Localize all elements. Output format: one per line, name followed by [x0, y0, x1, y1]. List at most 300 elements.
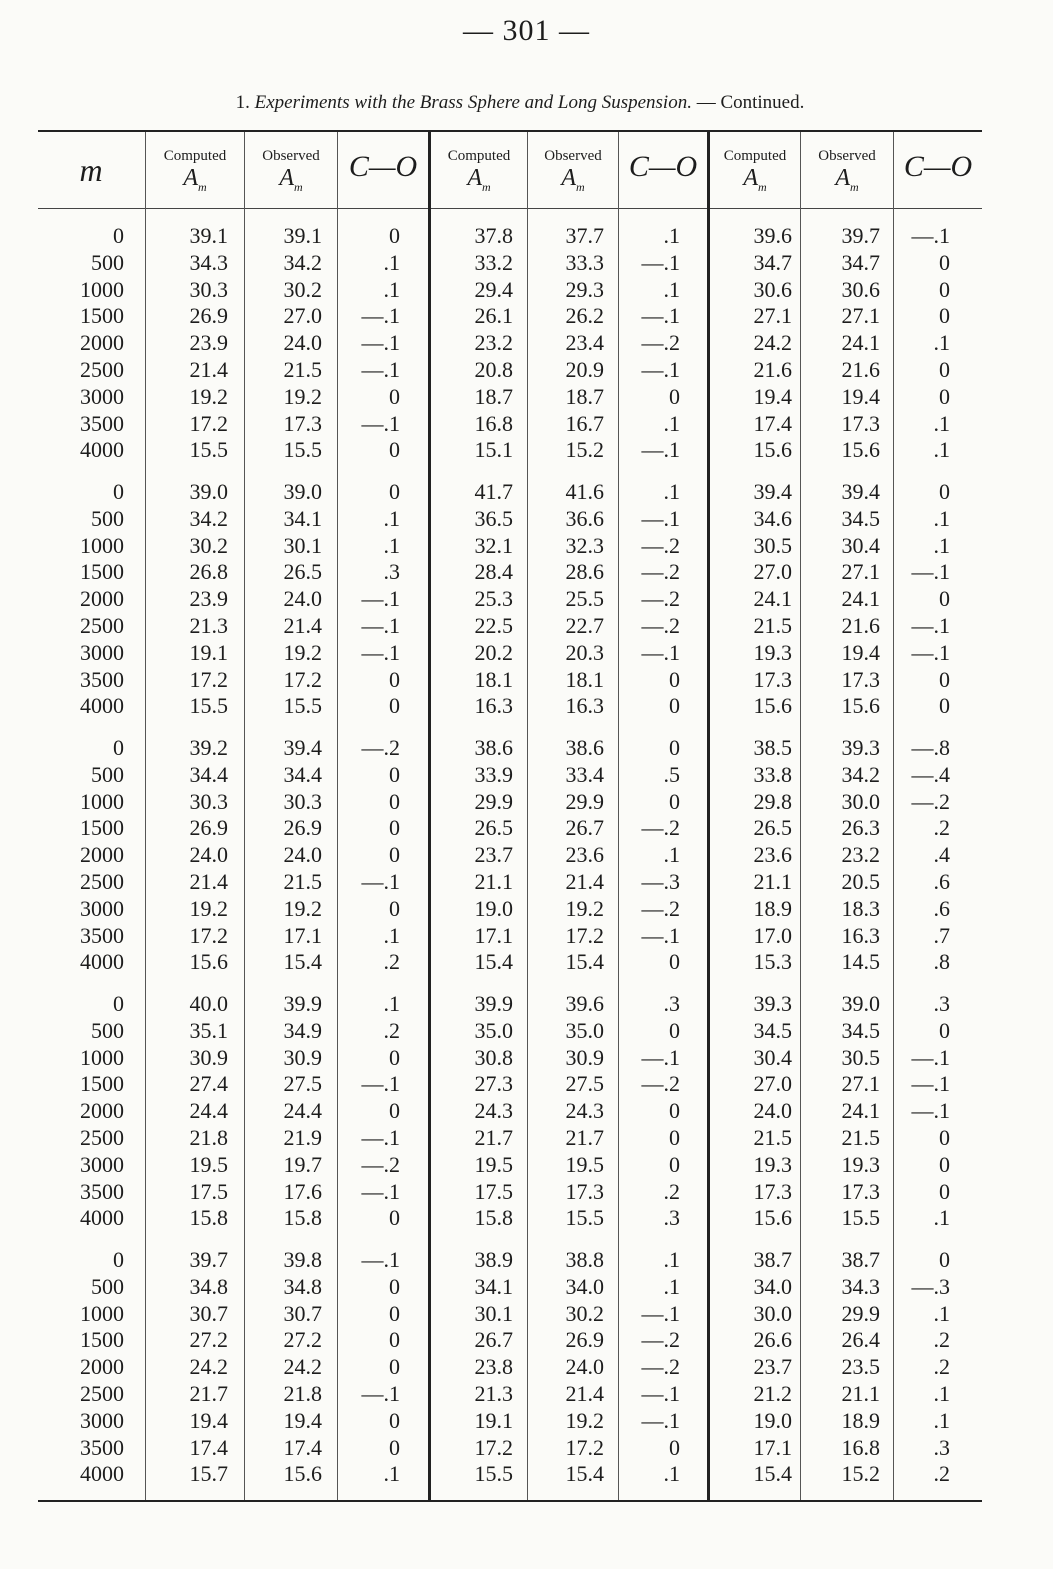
computed-value: 30.6 [753, 276, 792, 302]
observed-value: 37.7 [565, 223, 604, 248]
m-value: 2500 [80, 357, 124, 382]
c-minus-o-value: .2 [383, 949, 400, 975]
computed-value: 30.3 [189, 788, 228, 814]
table-body [38, 222, 982, 1502]
table-row [38, 356, 982, 383]
observed-value: 30.3 [283, 788, 322, 814]
header-co-2: C—O [628, 150, 698, 183]
computed-value: 17.2 [189, 666, 228, 692]
computed-value: 34.8 [189, 1273, 228, 1299]
computed-value: 19.0 [474, 895, 513, 921]
observed-value: 39.4 [841, 479, 880, 504]
m-value: 1500 [80, 303, 124, 329]
page-number: — 301 — [463, 14, 590, 47]
m-value: 3000 [80, 895, 124, 921]
c-minus-o-value: .2 [383, 1017, 400, 1043]
observed-value: 24.1 [841, 1098, 880, 1124]
c-minus-o-value: —.1 [641, 639, 680, 665]
table-row [38, 249, 982, 276]
c-minus-o-value: 0 [939, 1017, 950, 1043]
c-minus-o-value: 0 [939, 666, 950, 692]
computed-value: 39.7 [189, 1247, 228, 1272]
observed-value: 39.4 [283, 735, 322, 760]
m-value: 2000 [80, 330, 124, 356]
c-minus-o-value: .2 [933, 1461, 950, 1487]
c-minus-o-value: 0 [939, 1151, 950, 1177]
computed-value: 19.3 [753, 1151, 792, 1177]
observed-value: 30.4 [841, 532, 880, 558]
computed-value: 24.1 [753, 586, 792, 612]
c-minus-o-value: —.2 [641, 1354, 680, 1380]
table-row [38, 761, 982, 788]
computed-value: 19.3 [753, 639, 792, 665]
m-value: 2000 [80, 1354, 124, 1380]
c-minus-o-value: —.1 [911, 1071, 950, 1097]
observed-value: 19.2 [283, 895, 322, 921]
c-minus-o-value: .1 [663, 276, 680, 302]
caption-title: Experiments with the Brass Sphere and Long Suspension. [254, 92, 692, 113]
c-minus-o-value: —.1 [361, 1125, 400, 1150]
c-minus-o-value: 0 [669, 735, 680, 760]
computed-value: 21.2 [753, 1381, 792, 1406]
observed-value: 17.2 [565, 1434, 604, 1460]
observed-value: 15.2 [565, 437, 604, 463]
c-minus-o-value: 0 [389, 479, 400, 504]
c-minus-o-value: 0 [389, 788, 400, 814]
table-row [38, 532, 982, 559]
observed-value: 39.0 [283, 479, 322, 504]
c-minus-o-value: —.1 [641, 922, 680, 948]
observed-value: 30.7 [283, 1300, 322, 1326]
c-minus-o-value: .1 [933, 410, 950, 436]
observed-value: 24.1 [841, 586, 880, 612]
computed-value: 21.4 [189, 357, 228, 382]
computed-value: 21.3 [189, 613, 228, 638]
computed-value: 15.6 [753, 1205, 792, 1231]
c-minus-o-value: .3 [933, 991, 950, 1016]
c-minus-o-value: 0 [939, 693, 950, 719]
c-minus-o-value: —.3 [641, 869, 680, 894]
c-minus-o-value: —.1 [911, 223, 950, 248]
table-row [38, 948, 982, 975]
computed-value: 15.6 [753, 437, 792, 463]
table-row [38, 1178, 982, 1205]
observed-value: 34.7 [841, 249, 880, 275]
observed-value: 21.9 [283, 1125, 322, 1150]
observed-value: 17.6 [283, 1178, 322, 1204]
c-minus-o-value: .7 [933, 922, 950, 948]
computed-value: 15.5 [474, 1461, 513, 1487]
c-minus-o-value: —.1 [911, 1098, 950, 1124]
c-minus-o-value: 0 [939, 383, 950, 409]
observed-value: 30.2 [283, 276, 322, 302]
table-row [38, 922, 982, 949]
computed-value: 30.3 [189, 276, 228, 302]
c-minus-o-value: —.1 [361, 613, 400, 638]
c-minus-o-value: .1 [663, 842, 680, 868]
table-row [38, 841, 982, 868]
m-value: 4000 [80, 437, 124, 463]
computed-value: 38.7 [753, 1247, 792, 1272]
c-minus-o-value: 0 [389, 666, 400, 692]
observed-value: 16.3 [841, 922, 880, 948]
computed-value: 39.9 [474, 991, 513, 1016]
computed-value: 23.7 [474, 842, 513, 868]
computed-value: 24.0 [753, 1098, 792, 1124]
c-minus-o-value: —.1 [641, 505, 680, 531]
header-a-symbol: $A_m$ [279, 165, 303, 194]
table-row [38, 585, 982, 612]
m-value: 1500 [80, 1071, 124, 1097]
observed-value: 17.1 [283, 922, 322, 948]
computed-value: 19.1 [189, 639, 228, 665]
m-value: 0 [113, 991, 124, 1016]
observed-value: 18.7 [565, 383, 604, 409]
c-minus-o-value: 0 [669, 1151, 680, 1177]
computed-value: 17.3 [753, 1178, 792, 1204]
computed-value: 21.7 [474, 1125, 513, 1150]
m-value: 3500 [80, 666, 124, 692]
m-value: 3500 [80, 1178, 124, 1204]
c-minus-o-value: —.1 [641, 1407, 680, 1433]
c-minus-o-value: —.1 [911, 1044, 950, 1070]
m-value: 3500 [80, 1434, 124, 1460]
computed-value: 23.6 [753, 842, 792, 868]
observed-value: 25.5 [565, 586, 604, 612]
table-row [38, 814, 982, 841]
header-observed-2 [528, 132, 618, 208]
computed-value: 19.5 [189, 1151, 228, 1177]
observed-value: 41.6 [565, 479, 604, 504]
computed-value: 21.4 [189, 869, 228, 894]
computed-value: 19.1 [474, 1407, 513, 1433]
computed-value: 27.1 [753, 303, 792, 329]
c-minus-o-value: —.1 [641, 1300, 680, 1326]
observed-value: 34.4 [283, 761, 322, 787]
data-block [38, 990, 982, 1246]
m-value: 500 [91, 1017, 124, 1043]
table-row [38, 1460, 982, 1487]
computed-value: 20.8 [474, 357, 513, 382]
c-minus-o-value: —.1 [361, 303, 400, 329]
c-minus-o-value: .2 [663, 1178, 680, 1204]
computed-value: 21.7 [189, 1381, 228, 1406]
computed-value: 15.7 [189, 1461, 228, 1487]
table-row [38, 1407, 982, 1434]
c-minus-o-value: —.2 [361, 1151, 400, 1177]
c-minus-o-value: —.3 [911, 1273, 950, 1299]
observed-value: 18.9 [841, 1407, 880, 1433]
c-minus-o-value: .1 [933, 437, 950, 463]
c-minus-o-value: 0 [939, 1125, 950, 1150]
c-minus-o-value: —.2 [641, 586, 680, 612]
c-minus-o-value: .1 [663, 479, 680, 504]
c-minus-o-value: —.1 [361, 639, 400, 665]
computed-value: 20.2 [474, 639, 513, 665]
computed-value: 29.8 [753, 788, 792, 814]
table-row [38, 895, 982, 922]
c-minus-o-value: 0 [939, 1247, 950, 1272]
computed-value: 24.2 [753, 330, 792, 356]
computed-value: 24.0 [189, 842, 228, 868]
computed-value: 34.1 [474, 1273, 513, 1299]
c-minus-o-value: —.2 [641, 1071, 680, 1097]
c-minus-o-value: 0 [389, 761, 400, 787]
c-minus-o-value: —.8 [911, 735, 950, 760]
computed-value: 24.3 [474, 1098, 513, 1124]
observed-value: 21.8 [283, 1381, 322, 1406]
observed-value: 28.6 [565, 559, 604, 585]
computed-value: 39.1 [189, 223, 228, 248]
observed-value: 38.7 [841, 1247, 880, 1272]
observed-value: 23.4 [565, 330, 604, 356]
c-minus-o-value: —.2 [641, 559, 680, 585]
c-minus-o-value: 0 [669, 949, 680, 975]
observed-value: 32.3 [565, 532, 604, 558]
computed-value: 22.5 [474, 613, 513, 638]
c-minus-o-value: .1 [933, 1407, 950, 1433]
observed-value: 15.5 [283, 693, 322, 719]
c-minus-o-value: 0 [669, 788, 680, 814]
computed-value: 41.7 [474, 479, 513, 504]
computed-value: 15.1 [474, 437, 513, 463]
observed-value: 17.3 [841, 666, 880, 692]
table-row [38, 1017, 982, 1044]
computed-value: 16.3 [474, 693, 513, 719]
observed-value: 29.3 [565, 276, 604, 302]
m-value: 0 [113, 223, 124, 248]
observed-value: 19.4 [841, 639, 880, 665]
table-row [38, 612, 982, 639]
observed-value: 16.7 [565, 410, 604, 436]
header-computed-label: Computed [163, 148, 227, 164]
m-value: 4000 [80, 1461, 124, 1487]
observed-value: 26.7 [565, 815, 604, 841]
c-minus-o-value: .1 [933, 505, 950, 531]
observed-value: 34.2 [841, 761, 880, 787]
computed-value: 29.4 [474, 276, 513, 302]
observed-value: 30.9 [565, 1044, 604, 1070]
c-minus-o-value: .1 [383, 249, 400, 275]
observed-value: 26.5 [283, 559, 322, 585]
observed-value: 21.4 [283, 613, 322, 638]
table-row [38, 1151, 982, 1178]
table-row [38, 1044, 982, 1071]
data-block [38, 1246, 982, 1502]
computed-value: 21.1 [753, 869, 792, 894]
c-minus-o-value: 0 [669, 1017, 680, 1043]
observed-value: 16.3 [565, 693, 604, 719]
c-minus-o-value: 0 [939, 303, 950, 329]
c-minus-o-value: .3 [663, 991, 680, 1016]
m-value: 1500 [80, 815, 124, 841]
c-minus-o-value: 0 [669, 693, 680, 719]
c-minus-o-value: 0 [669, 1125, 680, 1150]
observed-value: 27.5 [565, 1071, 604, 1097]
computed-value: 15.4 [474, 949, 513, 975]
m-value: 2000 [80, 1098, 124, 1124]
header-m: m [79, 152, 103, 188]
computed-value: 29.9 [474, 788, 513, 814]
observed-value: 21.6 [841, 357, 880, 382]
header-computed-2 [431, 132, 527, 208]
computed-value: 19.5 [474, 1151, 513, 1177]
observed-value: 34.8 [283, 1273, 322, 1299]
computed-value: 15.6 [753, 693, 792, 719]
computed-value: 34.2 [189, 505, 228, 531]
m-value: 500 [91, 761, 124, 787]
c-minus-o-value: 0 [939, 479, 950, 504]
table-row [38, 1124, 982, 1151]
c-minus-o-value: .6 [933, 895, 950, 921]
table-row [38, 1326, 982, 1353]
observed-value: 15.5 [565, 1205, 604, 1231]
observed-value: 19.2 [283, 639, 322, 665]
c-minus-o-value: 0 [389, 895, 400, 921]
caption-suffix: — Continued. [696, 92, 805, 113]
observed-value: 21.5 [841, 1125, 880, 1150]
c-minus-o-value: —.1 [361, 869, 400, 894]
observed-value: 24.3 [565, 1098, 604, 1124]
observed-value: 39.9 [283, 991, 322, 1016]
observed-value: 19.4 [283, 1407, 322, 1433]
computed-value: 26.7 [474, 1327, 513, 1353]
computed-value: 15.6 [189, 949, 228, 975]
observed-value: 19.2 [565, 1407, 604, 1433]
computed-value: 27.0 [753, 559, 792, 585]
c-minus-o-value: —.1 [361, 357, 400, 382]
observed-value: 15.4 [565, 1461, 604, 1487]
computed-value: 40.0 [189, 991, 228, 1016]
computed-value: 21.3 [474, 1381, 513, 1406]
data-block [38, 222, 982, 478]
computed-value: 19.4 [189, 1407, 228, 1433]
computed-value: 18.9 [753, 895, 792, 921]
computed-value: 35.1 [189, 1017, 228, 1043]
c-minus-o-value: —.2 [641, 895, 680, 921]
computed-value: 33.2 [474, 249, 513, 275]
m-value: 1000 [80, 276, 124, 302]
computed-value: 17.2 [474, 1434, 513, 1460]
c-minus-o-value: —.1 [361, 330, 400, 356]
table-row [38, 329, 982, 356]
table-row [38, 383, 982, 410]
c-minus-o-value: 0 [389, 1300, 400, 1326]
observed-value: 33.3 [565, 249, 604, 275]
c-minus-o-value: —.1 [361, 1381, 400, 1406]
computed-value: 34.4 [189, 761, 228, 787]
table-row [38, 666, 982, 693]
computed-value: 17.5 [474, 1178, 513, 1204]
m-value: 0 [113, 479, 124, 504]
observed-value: 17.2 [565, 922, 604, 948]
table-row [38, 410, 982, 437]
m-value: 3000 [80, 383, 124, 409]
observed-value: 38.8 [565, 1247, 604, 1272]
computed-value: 15.4 [753, 1461, 792, 1487]
computed-value: 30.9 [189, 1044, 228, 1070]
observed-value: 17.3 [283, 410, 322, 436]
table-row [38, 1434, 982, 1461]
c-minus-o-value: 0 [939, 586, 950, 612]
table-row [38, 436, 982, 463]
computed-value: 24.2 [189, 1354, 228, 1380]
table-row [38, 734, 982, 761]
c-minus-o-value: .4 [933, 842, 950, 868]
c-minus-o-value: —.1 [361, 586, 400, 612]
computed-value: 18.7 [474, 383, 513, 409]
table-caption [0, 92, 1030, 114]
m-value: 1000 [80, 1044, 124, 1070]
computed-value: 21.8 [189, 1125, 228, 1150]
m-value: 3000 [80, 1151, 124, 1177]
computed-value: 21.1 [474, 869, 513, 894]
m-value: 500 [91, 505, 124, 531]
c-minus-o-value: .1 [933, 330, 950, 356]
data-block [38, 478, 982, 734]
c-minus-o-value: .1 [383, 922, 400, 948]
c-minus-o-value: .1 [933, 1205, 950, 1231]
caption-number: 1. [235, 92, 250, 113]
table-row [38, 788, 982, 815]
c-minus-o-value: .3 [663, 1205, 680, 1231]
c-minus-o-value: —.1 [361, 1247, 400, 1272]
observed-value: 34.5 [841, 505, 880, 531]
computed-value: 17.4 [189, 1434, 228, 1460]
computed-value: 26.5 [753, 815, 792, 841]
c-minus-o-value: .1 [933, 532, 950, 558]
c-minus-o-value: .5 [663, 761, 680, 787]
observed-value: 27.1 [841, 559, 880, 585]
computed-value: 26.8 [189, 559, 228, 585]
computed-value: 34.6 [753, 505, 792, 531]
table-row [38, 1097, 982, 1124]
c-minus-o-value: .1 [663, 223, 680, 248]
observed-value: 24.0 [283, 330, 322, 356]
observed-value: 24.4 [283, 1098, 322, 1124]
observed-value: 19.4 [841, 383, 880, 409]
observed-value: 24.1 [841, 330, 880, 356]
header-a-symbol: $A_m$ [561, 165, 585, 194]
m-value: 4000 [80, 949, 124, 975]
header-a-symbol: $A_m$ [467, 165, 491, 194]
computed-value: 32.1 [474, 532, 513, 558]
c-minus-o-value: —.1 [641, 1381, 680, 1406]
table-row [38, 302, 982, 329]
c-minus-o-value: —.2 [641, 330, 680, 356]
observed-value: 18.1 [565, 666, 604, 692]
computed-value: 24.4 [189, 1098, 228, 1124]
observed-value: 23.2 [841, 842, 880, 868]
computed-value: 26.9 [189, 303, 228, 329]
observed-value: 26.4 [841, 1327, 880, 1353]
m-value: 3500 [80, 410, 124, 436]
c-minus-o-value: 0 [389, 693, 400, 719]
computed-value: 34.3 [189, 249, 228, 275]
observed-value: 34.0 [565, 1273, 604, 1299]
computed-value: 39.0 [189, 479, 228, 504]
c-minus-o-value: 0 [939, 276, 950, 302]
header-computed-label: Computed [723, 148, 787, 164]
observed-value: 20.5 [841, 869, 880, 894]
observed-value: 39.6 [565, 991, 604, 1016]
observed-value: 29.9 [841, 1300, 880, 1326]
computed-value: 27.4 [189, 1071, 228, 1097]
observed-value: 30.0 [841, 788, 880, 814]
c-minus-o-value: .1 [383, 1461, 400, 1487]
observed-value: 39.0 [841, 991, 880, 1016]
c-minus-o-value: 0 [389, 842, 400, 868]
